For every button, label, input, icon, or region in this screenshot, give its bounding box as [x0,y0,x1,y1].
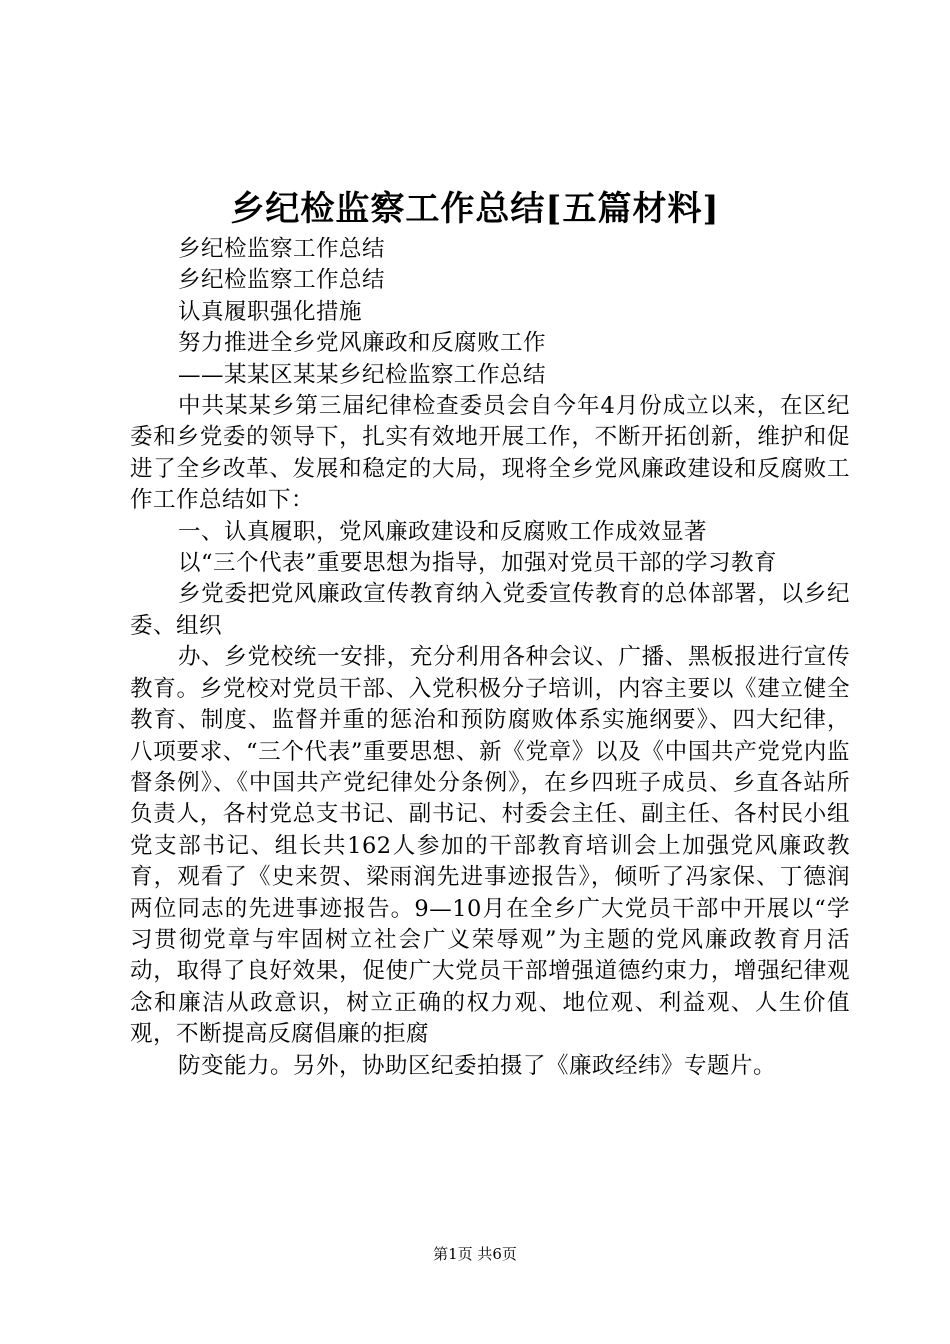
paragraph-additional: 防变能力。另外，协助区纪委拍摄了《廉政经纬》专题片。 [178,1052,777,1079]
document-title: 乡纪检监察工作总结[五篇材料] [230,189,720,229]
paragraph-subtitle-1: 乡纪检监察工作总结 [178,236,386,262]
paragraph-education-details: 办、乡党校统一安排，充分利用各种会议、广播、黑板报进行宣传教育。乡党校对党员干部、入党积极分子培训，内容主要以《建立健全教育、制度、监督并重的惩治和预防腐败体系实施纲要》、四大纪律，八项要求、“三个代表”重要思想、新《党章》以及《中国共产党党内监督条例》、《中国共产党纪律处分条例》，在乡四班子成员、乡直各站所负责人，各村党总支书记、副书记、村委会主任、副主任、各村民小组党支部书记、组长共162人参加的干部教育培训会上加强党风廉政教育，观看了《史来贺、梁雨润先进事迹报告》，倾听了冯家保、丁德润两位同志的先进事迹报告。9—10月在全乡广大党员干部中开展以“学习贯彻党章与牢固树立社会广义荣辱观”为主题的党风廉政教育月活动，取得了良好效果，促使广大党员干部增强道德约束力，增强纪律观念和廉洁从政意识，树立正确的权力观、地位观、利益观、人生价值观，不断提高反腐倡廉的拒腐 [130,644,850,1048]
paragraph-intro: 中共某某乡第三届纪律检查委员会自今年4月份成立以来，在区纪委和乡党委的领导下，扎实有效地开展工作，不断开拓创新，维护和促进了全乡改革、发展和稳定的大局，现将全乡党风廉政建设和反腐败工作工作总结如下： [130,393,850,514]
paragraph-subtitle-2: 乡纪检监察工作总结 [178,267,386,294]
paragraph-heading-3: ——某某区某某乡纪检监察工作总结 [178,361,547,388]
page-footer: 第1页 共6页 [433,1245,517,1263]
paragraph-heading-2: 努力推进全乡党风廉政和反腐败工作 [178,330,547,357]
paragraph-heading-1: 认真履职强化措施 [178,298,363,325]
paragraph-party-committee: 乡党委把党风廉政宣传教育纳入党委宣传教育的总体部署，以乡纪委、组织 [130,581,850,639]
document-body [130,234,850,1082]
paragraph-guidance: 以“三个代表”重要思想为指导，加强对党员干部的学习教育 [178,550,778,577]
paragraph-section-heading: 一、认真履职，党风廉政建设和反腐败工作成效显著 [178,518,708,545]
